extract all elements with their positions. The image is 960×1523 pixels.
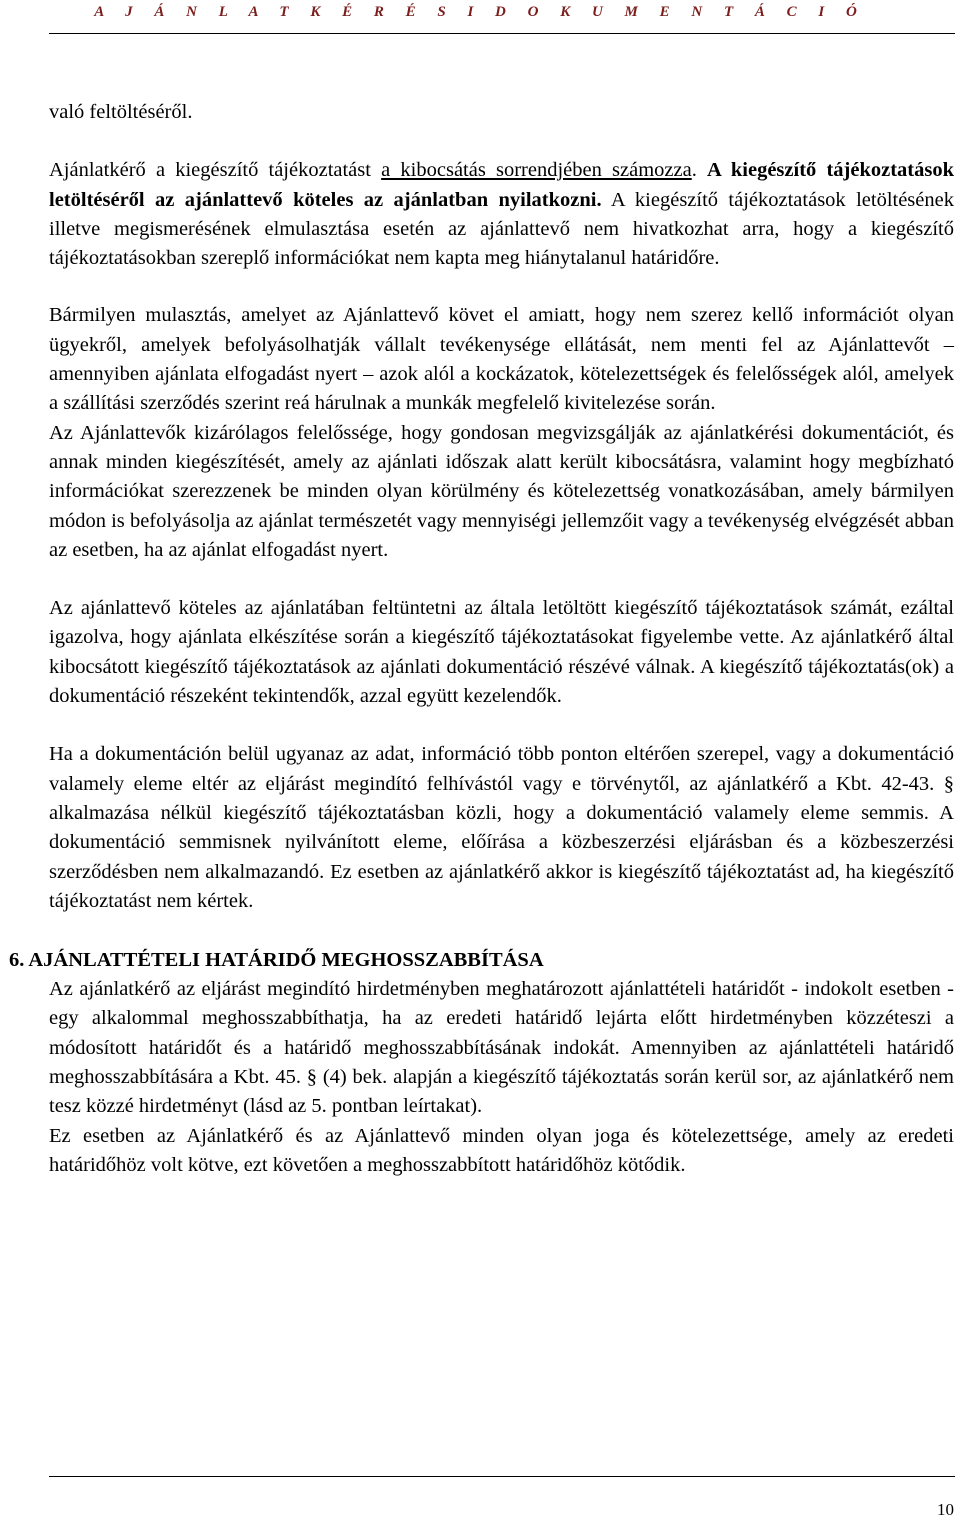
header-divider [49, 33, 955, 34]
paragraph-inconsistency-rules: Ha a dokumentáción belül ugyanaz az adat, információ több ponton eltérően szerepel, vagy a dokumentáció valamely eleme eltér az eljárást megindító felhívástól vagy e törvénytől, az ajánlatkérő a Kbt. 42-43. § alkalmazása nélkül kiegészítő tájékoztatásban közli, hogy a dokumentáció valamely eleme semmis. A dokumentáció semmisnek nyilvánított eleme, előírása a közbeszerzési eljárásban és a közbeszerzési szerződésben nem alkalmazandó. Ez esetben az ajánlatkérő akkor is kiegészítő tájékoztatást ad, ha kiegészítő tájékoztatást nem kértek. [49, 743, 954, 912]
paragraph-numbering [49, 156, 954, 273]
section-heading-deadline-extension: 6. AJÁNLATTÉTELI HATÁRIDŐ MEGHOSSZABBÍTÁSA [9, 949, 544, 972]
document-header-title: A J Á N L A T K É R É S I D O K U M E N T Á C I Ó [94, 4, 866, 20]
paragraph-deadline-extension: Az ajánlatkérő az eljárást megindító hirdetményben meghatározott ajánlattételi határidőt - indokolt esetben - egy alkalommal meghosszabbíthatja, ha az eredeti határidő lejárta előtt hirdetményben közzéteszi a módosított határidőt és a határidő meghosszabbításának indokát. Amennyiben az ajánlattételi határidő meghosszabbítására a Kbt. 45. § (4) bek. alapján a kiegészítő tájékoztatás során kerül sor, az ajánlatkérő nem tesz közzé hirdetményt (lásd az 5. pontban leírtakat). [49, 978, 954, 1118]
bold-declaration-requirement: A kiegészítő tájékoztatások letöltéséről az ajánlattevő köteles az ajánlatban nyilatkozni. [49, 159, 954, 211]
paragraph-rights-obligations: Ez esetben az Ajánlatkérő és az Ajánlattevő minden olyan joga és kötelezettsége, amely az eredeti határidőhöz volt kötve, ezt követően a meghosszabbított határidőhöz kötődik. [49, 1124, 954, 1176]
paragraph-bidder-responsibility: Az Ajánlattevők kizárólagos felelőssége, hogy gondosan megvizsgálják az ajánlatkérési dokumentációt, és annak minden kiegészítését, amely az ajánlati időszak alatt került kibocsátásra, valamint hogy megbízható információkat szerezzenek be minden olyan körülmény és kötelezettség vonatkozásában, amely bármilyen módon is befolyásolja az ajánlat természetét vagy mennyiségi jellemzőit vagy a tevékenység elvégzését abban az esetben, ha az ajánlat elfogadást nyert. [49, 421, 954, 561]
paragraph-upload-end: való feltöltéséről. [49, 101, 193, 123]
paragraph-omission-text: A kiegészítő tájékoztatások letöltésének illetve megismerésének elmulasztása esetén az ajánlattevő nem hivatkozhat arra, hogy a kiegészítő tájékoztatásokban szereplő információkat nem kapta meg hiánytalanul határidőre. [49, 188, 954, 270]
paragraph-supplementary-info-count: Az ajánlattevő köteles az ajánlatában feltüntetni az általa letöltött kiegészítő tájékoztatások számát, ezáltal igazolva, hogy ajánlata elkészítése során a kiegészítő tájékoztatásokat figyelembe vette. Az ajánlatkérő által kibocsátott kiegészítő tájékoztatások az ajánlati dokumentáció részévé válnak. A kiegészítő tájékoztatás(ok) a dokumentáció részeként tekintendők, azzal együtt kezelendők. [49, 597, 954, 708]
underlined-numbering-order: a kibocsátás sorrendjében számozza [381, 159, 692, 182]
paragraph-numbering-text: Ajánlatkérő a kiegészítő tájékoztatást [49, 159, 382, 182]
footer-divider [49, 1476, 955, 1477]
document-body [9, 98, 954, 1180]
paragraph-omission-liability: Bármilyen mulasztás, amelyet az Ajánlattevő követ el amiatt, hogy nem szerez kellő információt olyan ügyekről, amelyek befolyásolhatják vállalt tevékenysége ellátását, nem menti fel az Ajánlattevőt – amennyiben ajánlata elfogadást nyert – azok alól a kockázatok, kötelezettségek és felelősségek alól, amelyek a szállítási szerződés szerint reá hárulnak a munkák megfelelő kivitelezése során. [49, 304, 954, 415]
page-number: 10 [937, 1500, 954, 1519]
period-text: . [691, 159, 708, 182]
